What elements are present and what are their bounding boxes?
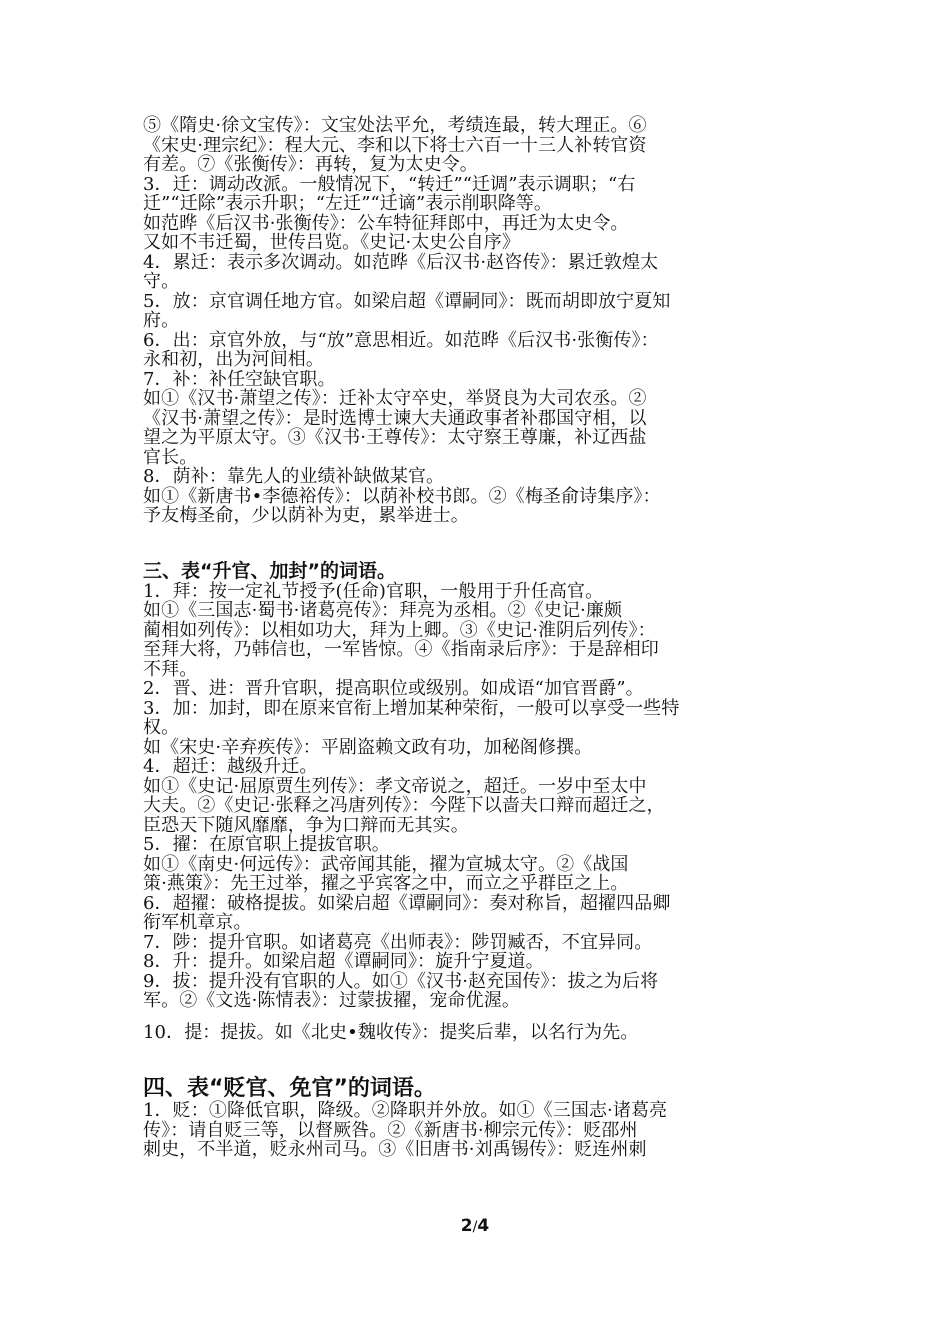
text-line: 有差。⑦《张衡传》：再转，复为太史令。 [143,154,478,175]
text-line: 6．出：京官外放，与“放”意思相近。如范晔《后汉书·张衡传》： [143,329,659,351]
text-line: 3．加：加封，即在原来官衔上增加某种荣衔，一般可以享受一些特 [143,697,680,719]
page-number [0,1216,950,1236]
text-line: 策·燕策》：先王过举，擢之乎宾客之中，而立之乎群臣之上。 [143,873,629,894]
text-line: 7．补：补任空缺官职。 [143,368,336,390]
text-line: 7．陟：提升官职。如诸葛亮《出师表》：陟罚臧否，不宜异同。 [143,931,653,953]
section-2-continuation [143,116,815,526]
text-line: 官长。 [143,446,198,468]
text-line: 6．超擢：破格提拔。如梁启超《谭嗣同》：奏对称旨，超擢四品卿 [143,892,671,914]
text-line: 望之为平原太守。③《汉书·王尊传》：太守察王尊廉，补辽西盐 [143,427,647,448]
text-line: 4．累迁：表示多次调动。如范晔《后汉书·赵咨传》：累迁敦煌太 [143,251,659,273]
text-line: 至拜大将，乃韩信也，一军皆惊。④《指南录后序》：于是辞相印 [143,639,659,660]
text-line: 1．拜：按一定礼节授予(任命)官职，一般用于升任高官。 [143,580,604,602]
text-line: 迁”“迁除”表示升职；“左迁”“迁谪”表示削职降等。 [143,193,553,214]
text-line: 4．超迁：越级升迁。 [143,756,318,777]
section-heading: 四、表“贬官、免官”的词语。 [143,1076,436,1101]
current-page: 2 [460,1216,473,1236]
text-line: 如①《汉书·萧望之传》：迁补太守卒史，举贤良为大司农丞。② [143,388,647,409]
text-line: 如①《南史·何远传》：武帝闻其能，擢为宣城太守。②《战国 [143,853,629,875]
text-line: 2．晋、进：晋升官职，提高职位或级别。如成语“加官晋爵”。 [143,678,644,699]
text-line: 大夫。②《史记·张释之冯唐列传》：今陛下以啬夫口辩而超迁之， [143,795,665,816]
text-line: 9．拔：提升没有官职的人。如①《汉书·赵充国传》：拔之为后将 [143,970,659,992]
text-line: 3．迁：调动改派。一般情况下，“转迁”“迁调”表示调职；“右 [143,173,636,195]
text-line: 如①《三国志·蜀书·诸葛亮传》：拜亮为丞相。②《史记·廉颇 [143,600,623,621]
text-line: 如①《新唐书•李德裕传》：以荫补校书郎。②《梅圣俞诗集序》： [143,485,661,507]
text-line: 臣恐天下随风靡靡，争为口辩而无其实。 [143,814,469,836]
text-line: 军。②《文选·陈情表》：过蒙拔擢，宠命优渥。 [143,990,520,1011]
text-line: 府。 [143,310,180,331]
text-line: 衔军机章京。 [143,912,252,933]
text-line: 刺史，不半道，贬永州司马。③《旧唐书·刘禹锡传》：贬连州刺 [143,1139,647,1160]
section-4 [143,1076,815,1160]
page-separator: / [472,1219,478,1235]
text-line: 如范晔《后汉书·张衡传》：公车特征拜郎中，再迁为太史令。 [143,212,629,234]
text-line: 蔺相如列传》：以相如功大，拜为上卿。③《史记·淮阴后列传》： [143,619,656,641]
text-line: 永和初，出为河间相。 [143,349,324,370]
text-line: 如《宋史·辛弃疾传》：平剧盗赖文政有功，加秘阁修撰。 [143,736,593,758]
text-line: 不拜。 [143,658,198,680]
text-line: 8．荫补：靠先人的业绩补缺做某官。 [143,466,445,487]
text-line: 权。 [143,717,180,738]
text-line: 传》：请自贬三等，以督厥咎。②《新唐书·柳宗元传》：贬邵州 [143,1119,638,1141]
total-pages: 4 [477,1216,490,1236]
section-3 [143,560,815,1043]
text-line: 又如不韦迁蜀，世传吕览。《史记·太史公自序》 [143,232,520,253]
text-line: 1．贬：①降低官职，降级。②降职并外放。如①《三国志·诸葛亮 [143,1100,668,1121]
section-heading: 三、表“升官、加封”的词语。 [143,559,396,582]
text-line: 5．放：京官调任地方官。如梁启超《谭嗣同》：既而胡即放宁夏知 [143,290,671,312]
text-line: 《汉书·萧望之传》：是时选博士谏大夫通政事者补郡国守相，以 [143,407,647,429]
text-line: ⑤《隋史·徐文宝传》：文宝处法平允，考绩连最，转大理正。⑥ [143,115,647,136]
text-line: 守。 [143,271,180,292]
text-line: 如①《史记·屈原贾生列传》：孝文帝说之，超迁。一岁中至太中 [143,775,647,797]
text-line: 10．提：提拔。如《北史•魏收传》：提奖后辈，以名行为先。 [143,1021,639,1043]
text-line: 8．升：提升。如梁启超《谭嗣同》：旋升宁夏道。 [143,951,544,972]
text-line: 5．擢：在原官职上提拔官职。 [143,834,390,855]
text-line: 予友梅圣俞，少以荫补为吏，累举进士。 [143,505,469,526]
document-page [143,116,815,1160]
text-line: 《宋史·理宗纪》：程大元、李和以下将士六百一十三人补转官资 [143,134,647,156]
